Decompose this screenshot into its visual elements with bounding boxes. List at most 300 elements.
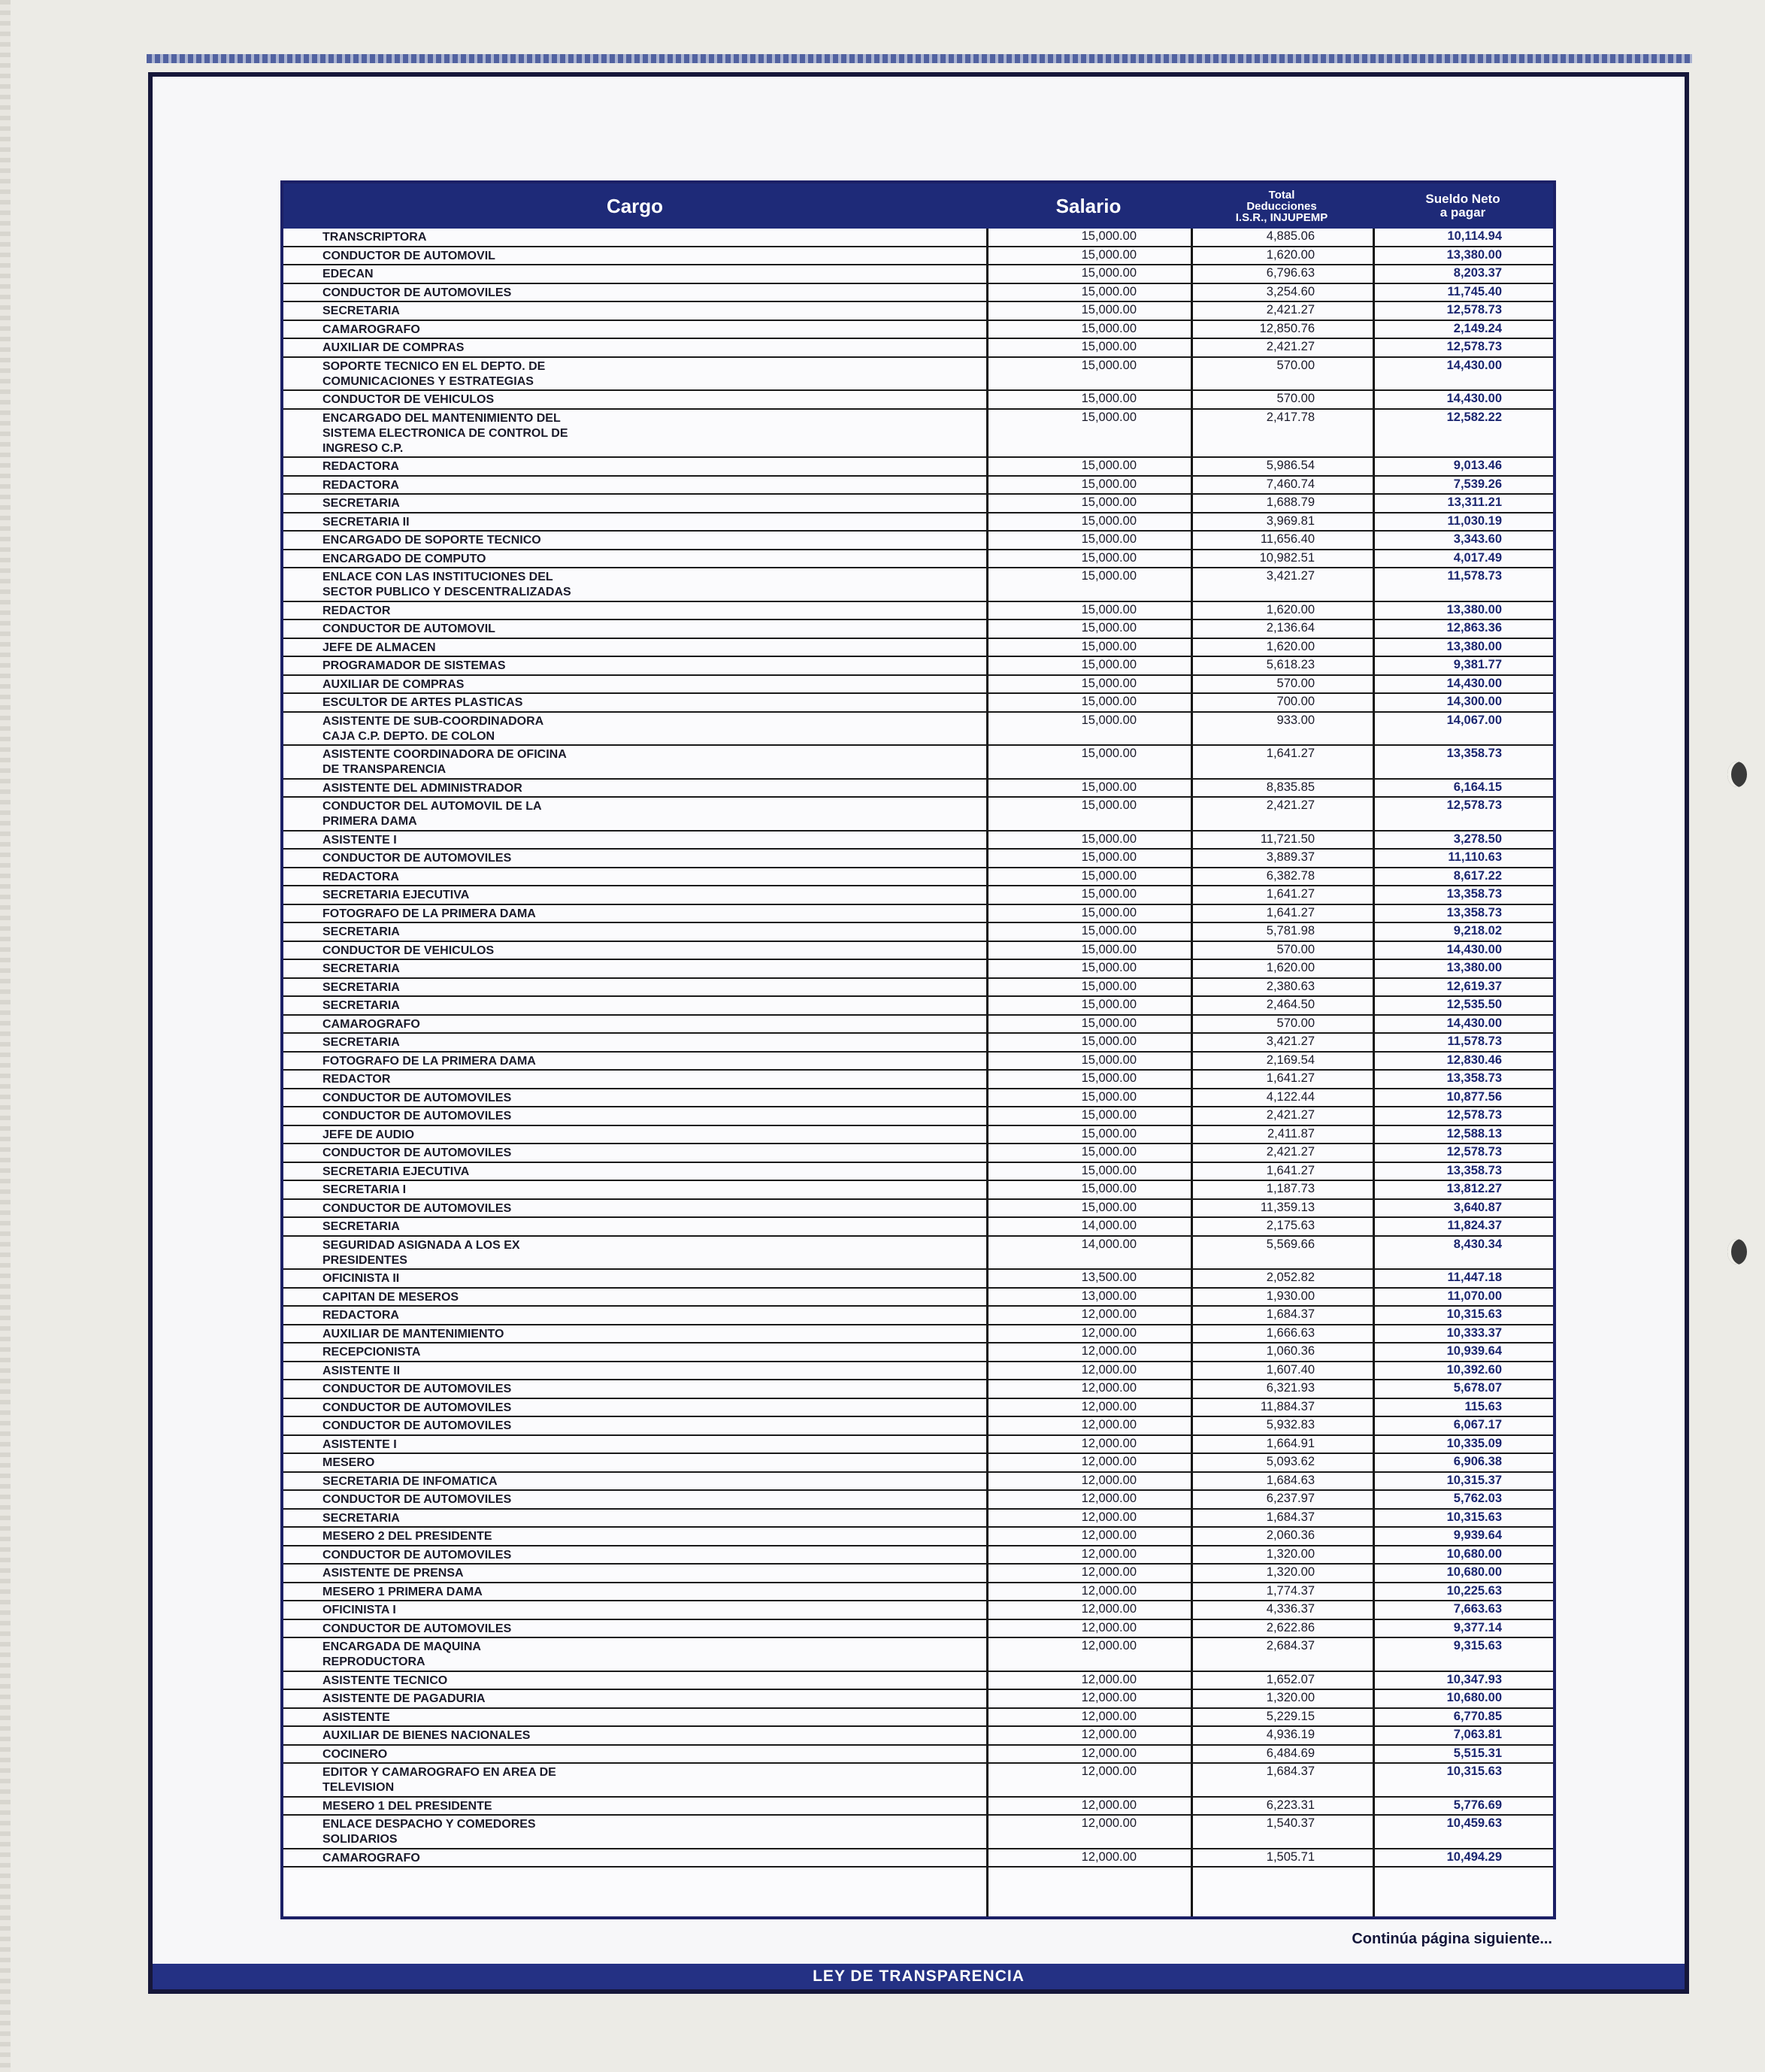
- cell-deducciones: 1,320.00: [1266, 1546, 1315, 1561]
- cell-salario: 15,000.00: [1081, 639, 1137, 653]
- table-row: [283, 676, 1553, 695]
- cell-cargo: [322, 1054, 849, 1069]
- cargo-line: CONDUCTOR DE AUTOMOVILES: [322, 1383, 512, 1395]
- cell-deducciones: 2,417.78: [1266, 410, 1315, 424]
- cell-cargo: [322, 286, 849, 301]
- cell-neto: 7,663.63: [1453, 1602, 1502, 1616]
- cell-salario: 15,000.00: [1081, 392, 1137, 405]
- cell-deducciones: 1,540.37: [1266, 1816, 1315, 1830]
- cell-cargo: [322, 888, 849, 903]
- cell-deducciones: 1,664.91: [1266, 1436, 1315, 1450]
- table-row: [283, 1107, 1553, 1126]
- table-row: [283, 495, 1553, 513]
- header-salario: Salario: [1055, 194, 1122, 217]
- cell-deducciones: 1,060.36: [1266, 1344, 1315, 1358]
- cargo-line: ASISTENTE COORDINADORA DE OFICINA: [322, 748, 567, 761]
- cell-cargo: [322, 1165, 849, 1180]
- cell-salario: 15,000.00: [1081, 1089, 1137, 1104]
- cell-cargo: [322, 392, 849, 407]
- table-row: [283, 798, 1553, 832]
- cargo-line: ENCARGADO DE COMPUTO: [322, 552, 486, 565]
- table-row: [283, 1237, 1553, 1271]
- cell-salario: 15,000.00: [1081, 798, 1137, 812]
- cell-deducciones: 2,060.36: [1266, 1528, 1315, 1542]
- cell-neto: 9,377.14: [1453, 1620, 1502, 1634]
- cargo-line: CONDUCTOR DE AUTOMOVILES: [322, 1401, 512, 1414]
- table-row: [283, 1565, 1553, 1583]
- cell-salario: 15,000.00: [1081, 266, 1137, 280]
- cargo-line: REDACTOR: [322, 604, 391, 617]
- cargo-line: COCINERO: [322, 1747, 388, 1761]
- cell-cargo: [322, 1437, 849, 1453]
- cargo-line: REPRODUCTORA: [322, 1655, 425, 1668]
- cell-cargo: [322, 1201, 849, 1216]
- cell-deducciones: 3,421.27: [1266, 569, 1315, 583]
- cargo-line: TRANSCRIPTORA: [322, 231, 427, 244]
- cell-cargo: [322, 1585, 849, 1600]
- punch-hole-top: [1727, 762, 1747, 787]
- cell-salario: 12,000.00: [1081, 1798, 1137, 1812]
- cell-salario: 12,000.00: [1081, 1473, 1137, 1487]
- cell-cargo: [322, 1674, 849, 1689]
- cell-neto: 14,430.00: [1446, 676, 1502, 690]
- cell-cargo: [322, 1566, 849, 1581]
- cell-cargo: [322, 1364, 849, 1379]
- cell-deducciones: 570.00: [1276, 942, 1315, 956]
- cell-neto: 10,335.09: [1446, 1436, 1502, 1450]
- table-row: [283, 602, 1553, 621]
- table-row: [283, 229, 1553, 247]
- cell-cargo: [322, 1492, 849, 1507]
- cell-deducciones: 1,320.00: [1266, 1691, 1315, 1704]
- cell-salario: 12,000.00: [1081, 1492, 1137, 1505]
- table-row: [283, 513, 1553, 532]
- cell-deducciones: 11,721.50: [1260, 832, 1315, 846]
- cell-neto: 9,218.02: [1453, 924, 1502, 938]
- cell-deducciones: 6,321.93: [1266, 1381, 1315, 1395]
- cell-neto: 10,939.64: [1446, 1344, 1502, 1358]
- cell-cargo: [322, 604, 849, 619]
- footer-bar: [153, 1964, 1685, 1989]
- cell-deducciones: 8,835.85: [1266, 780, 1315, 794]
- cell-deducciones: 1,774.37: [1266, 1583, 1315, 1598]
- cell-neto: 10,392.60: [1446, 1362, 1502, 1377]
- cell-cargo: [322, 1290, 849, 1305]
- cargo-line: SISTEMA ELECTRONICA DE CONTROL DE: [322, 426, 568, 440]
- table-row: [283, 780, 1553, 798]
- cell-neto: 13,380.00: [1446, 247, 1502, 262]
- cell-salario: 15,000.00: [1081, 550, 1137, 565]
- cell-deducciones: 570.00: [1276, 358, 1315, 372]
- cargo-line: SOLIDARIOS: [322, 1833, 398, 1846]
- cell-cargo: [322, 998, 849, 1013]
- table-row: [283, 620, 1553, 639]
- cell-deducciones: 5,093.62: [1266, 1455, 1315, 1468]
- cell-cargo: [322, 1640, 849, 1670]
- cell-neto: 5,515.31: [1453, 1746, 1502, 1760]
- cell-cargo: [322, 1183, 849, 1198]
- cell-deducciones: 1,620.00: [1266, 639, 1315, 653]
- cell-neto: 3,278.50: [1453, 832, 1502, 846]
- cell-deducciones: 570.00: [1276, 676, 1315, 690]
- cell-deducciones: 2,684.37: [1266, 1639, 1315, 1652]
- cargo-line: CONDUCTOR DE AUTOMOVILES: [322, 1419, 512, 1432]
- cell-deducciones: 2,421.27: [1266, 303, 1315, 317]
- table-row: [283, 832, 1553, 850]
- cell-deducciones: 1,684.37: [1266, 1307, 1315, 1321]
- cell-salario: 14,000.00: [1081, 1237, 1137, 1251]
- table-row: [283, 1380, 1553, 1399]
- cargo-line: AUXILIAR DE BIENES NACIONALES: [322, 1729, 531, 1742]
- cell-cargo: [322, 1128, 849, 1143]
- cargo-line: OFICINISTA II: [322, 1272, 400, 1285]
- table-row: [283, 1289, 1553, 1307]
- cargo-line: ENCARGADO DEL MANTENIMIENTO DEL: [322, 411, 561, 425]
- cell-salario: 12,000.00: [1081, 1381, 1137, 1395]
- cell-cargo: [322, 496, 849, 511]
- table-row: [283, 1528, 1553, 1546]
- cell-deducciones: 1,652.07: [1266, 1672, 1315, 1686]
- cell-salario: 15,000.00: [1081, 410, 1137, 424]
- cell-neto: 12,578.73: [1446, 340, 1502, 353]
- cell-neto: 6,067.17: [1453, 1418, 1502, 1431]
- table-row: [283, 997, 1553, 1016]
- cell-neto: 11,110.63: [1448, 850, 1502, 864]
- cell-salario: 14,000.00: [1081, 1219, 1137, 1232]
- cell-salario: 15,000.00: [1081, 979, 1137, 993]
- cell-neto: 13,812.27: [1446, 1182, 1502, 1195]
- cell-salario: 15,000.00: [1081, 621, 1137, 635]
- cell-neto: 10,114.94: [1447, 229, 1502, 243]
- cargo-line: FOTOGRAFO DE LA PRIMERA DAMA: [322, 907, 536, 920]
- cargo-line: CONDUCTOR DE VEHICULOS: [322, 944, 495, 957]
- cell-neto: 13,358.73: [1446, 905, 1502, 919]
- cell-neto: 8,617.22: [1453, 868, 1502, 883]
- cell-deducciones: 5,618.23: [1266, 658, 1315, 671]
- cargo-line: SECRETARIA DE INFOMATICA: [322, 1474, 498, 1488]
- cell-salario: 15,000.00: [1081, 850, 1137, 864]
- table-row: [283, 960, 1553, 979]
- cell-cargo: [322, 851, 849, 866]
- cell-cargo: [322, 907, 849, 922]
- top-border-strip: [147, 54, 1692, 63]
- cargo-line: ENLACE DESPACHO Y COMEDORES: [322, 1818, 536, 1831]
- cell-deducciones: 1,620.00: [1266, 602, 1315, 616]
- table-row: [283, 905, 1553, 924]
- cargo-line: COMUNICACIONES Y ESTRATEGIAS: [322, 374, 534, 388]
- cell-deducciones: 5,781.98: [1266, 924, 1315, 938]
- cell-salario: 12,000.00: [1081, 1639, 1137, 1652]
- table-row: [283, 1727, 1553, 1746]
- cell-deducciones: 4,885.06: [1266, 229, 1315, 243]
- table-row: [283, 1362, 1553, 1381]
- table-row: [283, 458, 1553, 477]
- cell-cargo: [322, 359, 849, 389]
- cell-neto: 14,430.00: [1446, 392, 1502, 405]
- cell-cargo: [322, 1035, 849, 1050]
- cell-cargo: [322, 1308, 849, 1323]
- cell-neto: 9,381.77: [1453, 658, 1502, 671]
- cell-deducciones: 6,796.63: [1266, 266, 1315, 280]
- table-row: [283, 1491, 1553, 1510]
- cell-cargo: [322, 1382, 849, 1397]
- table-row: [283, 1546, 1553, 1565]
- cargo-line: AUXILIAR DE COMPRAS: [322, 341, 465, 354]
- cell-neto: 10,315.63: [1446, 1765, 1502, 1778]
- cell-cargo: [322, 1548, 849, 1563]
- cell-neto: 10,494.29: [1446, 1849, 1502, 1864]
- cargo-line: PROGRAMADOR DE SISTEMAS: [322, 659, 506, 672]
- cargo-line: MESERO: [322, 1456, 375, 1469]
- cell-salario: 15,000.00: [1081, 1163, 1137, 1177]
- table-row: [283, 358, 1553, 392]
- cell-neto: 8,430.34: [1453, 1237, 1502, 1251]
- cargo-line: ASISTENTE TECNICO: [322, 1674, 448, 1687]
- cargo-line: CAPITAN DE MESEROS: [322, 1290, 459, 1304]
- cell-cargo: [322, 1271, 849, 1286]
- table-row: [283, 1218, 1553, 1237]
- cell-neto: 11,447.18: [1447, 1271, 1502, 1284]
- cell-cargo: [322, 980, 849, 995]
- cell-salario: 15,000.00: [1081, 1016, 1137, 1030]
- table-row: [283, 1089, 1553, 1108]
- cell-deducciones: 2,136.64: [1266, 621, 1315, 635]
- cell-salario: 15,000.00: [1081, 1126, 1137, 1141]
- cell-cargo: [322, 1456, 849, 1471]
- cell-neto: 11,578.73: [1447, 1034, 1502, 1048]
- cell-salario: 15,000.00: [1081, 942, 1137, 956]
- cell-neto: 12,535.50: [1446, 998, 1502, 1011]
- cell-neto: 12,578.73: [1446, 1108, 1502, 1122]
- cell-neto: 10,315.37: [1446, 1473, 1502, 1487]
- cell-salario: 12,000.00: [1081, 1399, 1137, 1413]
- header-sueldo-neto: [1373, 183, 1553, 229]
- table-row: [283, 868, 1553, 887]
- table-row: [283, 886, 1553, 905]
- cargo-line: SECRETARIA: [322, 962, 400, 975]
- continues-next-page: Continúa página siguiente...: [1352, 1931, 1552, 1947]
- cell-deducciones: 12,850.76: [1259, 321, 1315, 335]
- cell-deducciones: 6,382.78: [1266, 868, 1315, 883]
- cargo-line: CONDUCTOR DE AUTOMOVILES: [322, 286, 512, 299]
- cell-deducciones: 2,169.54: [1266, 1053, 1315, 1067]
- cell-neto: 14,430.00: [1446, 1016, 1502, 1030]
- cell-salario: 13,500.00: [1081, 1271, 1137, 1284]
- cargo-line: TELEVISION: [322, 1781, 395, 1794]
- cell-salario: 13,000.00: [1081, 1289, 1137, 1303]
- table-row: [283, 657, 1553, 676]
- cell-neto: 10,680.00: [1446, 1565, 1502, 1579]
- cell-neto: 10,225.63: [1446, 1583, 1502, 1598]
- cell-neto: 10,315.63: [1446, 1510, 1502, 1524]
- table-row: [283, 979, 1553, 998]
- cell-deducciones: 4,936.19: [1266, 1728, 1315, 1741]
- cell-cargo: [322, 1851, 849, 1866]
- cell-salario: 12,000.00: [1081, 1455, 1137, 1468]
- table-row: [283, 1181, 1553, 1200]
- table-row: [283, 284, 1553, 303]
- cell-salario: 12,000.00: [1081, 1691, 1137, 1704]
- table-row: [283, 532, 1553, 550]
- cell-cargo: [322, 249, 849, 264]
- cell-deducciones: 4,122.44: [1266, 1089, 1315, 1104]
- cell-cargo: [322, 1817, 849, 1847]
- cell-deducciones: 1,684.63: [1266, 1473, 1315, 1487]
- cell-cargo: [322, 799, 849, 829]
- cell-salario: 12,000.00: [1081, 1746, 1137, 1760]
- cell-salario: 15,000.00: [1081, 477, 1137, 491]
- cargo-line: FOTOGRAFO DE LA PRIMERA DAMA: [322, 1054, 536, 1068]
- table-row: [283, 1849, 1553, 1868]
- cell-salario: 15,000.00: [1081, 495, 1137, 509]
- cell-cargo: [322, 944, 849, 959]
- cell-neto: 12,582.22: [1446, 410, 1502, 424]
- table-row: [283, 713, 1553, 747]
- cell-salario: 15,000.00: [1081, 998, 1137, 1011]
- cell-cargo: [322, 267, 849, 282]
- cell-neto: 9,013.46: [1453, 459, 1502, 472]
- cell-deducciones: 11,656.40: [1260, 532, 1315, 546]
- cell-deducciones: 5,229.15: [1266, 1709, 1315, 1723]
- cargo-line: SECRETARIA: [322, 1220, 400, 1233]
- cell-deducciones: 2,052.82: [1266, 1271, 1315, 1284]
- cell-salario: 12,000.00: [1081, 1344, 1137, 1358]
- cell-deducciones: 10,982.51: [1259, 550, 1315, 565]
- header-neto-line-1: Sueldo Neto: [1425, 192, 1500, 206]
- table-row: [283, 1417, 1553, 1436]
- cargo-line: SECRETARIA EJECUTIVA: [322, 1165, 470, 1178]
- cell-deducciones: 1,641.27: [1266, 1071, 1315, 1085]
- cell-salario: 12,000.00: [1081, 1546, 1137, 1561]
- cell-neto: 10,347.93: [1446, 1672, 1502, 1686]
- cell-salario: 15,000.00: [1081, 1053, 1137, 1067]
- cell-cargo: [322, 925, 849, 940]
- cargo-line: REDACTOR: [322, 1073, 391, 1086]
- table-row: [283, 1816, 1553, 1849]
- cell-cargo: [322, 870, 849, 885]
- cell-salario: 15,000.00: [1081, 513, 1137, 528]
- cell-salario: 15,000.00: [1081, 747, 1137, 760]
- cell-deducciones: 1,688.79: [1266, 495, 1315, 509]
- cargo-line: ASISTENTE I: [322, 833, 397, 847]
- cell-neto: 6,164.15: [1453, 780, 1502, 794]
- cell-cargo: [322, 1747, 849, 1762]
- cell-deducciones: 700.00: [1276, 695, 1315, 708]
- cell-cargo: [322, 1765, 849, 1795]
- cargo-line: SECRETARIA: [322, 1036, 400, 1049]
- cell-cargo: [322, 459, 849, 474]
- cell-deducciones: 2,380.63: [1266, 979, 1315, 993]
- cell-salario: 15,000.00: [1081, 868, 1137, 883]
- cell-cargo: [322, 659, 849, 674]
- cell-deducciones: 3,421.27: [1266, 1034, 1315, 1048]
- cargo-line: ESCULTOR DE ARTES PLASTICAS: [322, 696, 523, 709]
- cell-neto: 2,149.24: [1453, 321, 1502, 335]
- cell-neto: 6,770.85: [1453, 1709, 1502, 1723]
- cell-cargo: [322, 1728, 849, 1743]
- table-row: [283, 321, 1553, 340]
- cell-cargo: [322, 1401, 849, 1416]
- cell-deducciones: 2,421.27: [1266, 798, 1315, 812]
- cell-cargo: [322, 833, 849, 848]
- cell-deducciones: 2,421.27: [1266, 1145, 1315, 1159]
- cell-neto: 13,380.00: [1446, 961, 1502, 974]
- cell-deducciones: 2,421.27: [1266, 1108, 1315, 1122]
- header-deducciones: [1191, 183, 1373, 229]
- table-row: [283, 1798, 1553, 1816]
- cell-deducciones: 1,641.27: [1266, 887, 1315, 901]
- cell-deducciones: 2,421.27: [1266, 340, 1315, 353]
- cargo-line: SECRETARIA: [322, 980, 400, 994]
- cell-cargo: [322, 1345, 849, 1360]
- cargo-line: REDACTORA: [322, 1309, 399, 1322]
- cell-salario: 15,000.00: [1081, 459, 1137, 472]
- cargo-line: RECEPCIONISTA: [322, 1346, 421, 1359]
- table-row: [283, 477, 1553, 495]
- table-row: [283, 639, 1553, 658]
- cell-cargo: [322, 1146, 849, 1161]
- cargo-line: SECRETARIA EJECUTIVA: [322, 889, 470, 901]
- cell-cargo: [322, 1799, 849, 1814]
- cell-neto: 7,539.26: [1453, 477, 1502, 491]
- cell-neto: 9,939.64: [1453, 1528, 1502, 1542]
- table-row: [283, 850, 1553, 868]
- table-row: [283, 265, 1553, 284]
- cell-neto: 12,578.73: [1446, 798, 1502, 812]
- table-row: [283, 1473, 1553, 1492]
- cargo-line: ASISTENTE DE PRENSA: [322, 1567, 464, 1580]
- cell-neto: 10,333.37: [1446, 1325, 1502, 1340]
- cell-deducciones: 3,969.81: [1266, 513, 1315, 528]
- table-row: [283, 1709, 1553, 1728]
- cell-salario: 12,000.00: [1081, 1510, 1137, 1524]
- cell-deducciones: 2,175.63: [1266, 1219, 1315, 1232]
- cell-deducciones: 1,684.37: [1266, 1510, 1315, 1524]
- cell-neto: 13,358.73: [1446, 1071, 1502, 1085]
- cargo-line: CONDUCTOR DE AUTOMOVILES: [322, 1548, 512, 1562]
- cell-neto: 5,762.03: [1453, 1492, 1502, 1505]
- cell-salario: 15,000.00: [1081, 713, 1137, 727]
- cell-salario: 12,000.00: [1081, 1672, 1137, 1686]
- cell-neto: 12,619.37: [1446, 979, 1502, 993]
- cargo-line: SECRETARIA II: [322, 515, 410, 529]
- cell-neto: 10,459.63: [1446, 1816, 1502, 1830]
- cell-neto: 14,067.00: [1446, 713, 1502, 727]
- cargo-line: ASISTENTE: [322, 1710, 390, 1724]
- cell-deducciones: 570.00: [1276, 392, 1315, 405]
- table-row: [283, 302, 1553, 321]
- cell-cargo: [322, 515, 849, 530]
- cargo-line: AUXILIAR DE COMPRAS: [322, 677, 465, 691]
- cell-deducciones: 2,411.87: [1267, 1126, 1315, 1141]
- table-row: [283, 550, 1553, 569]
- cell-deducciones: 6,223.31: [1266, 1798, 1315, 1812]
- cargo-line: CONDUCTOR DE AUTOMOVILES: [322, 1110, 512, 1122]
- table-row: [283, 1270, 1553, 1289]
- cell-salario: 15,000.00: [1081, 1034, 1137, 1048]
- cell-deducciones: 1,684.37: [1266, 1765, 1315, 1778]
- cell-neto: 14,430.00: [1446, 942, 1502, 956]
- cargo-line: PRIMERA DAMA: [322, 815, 417, 828]
- cell-neto: 10,680.00: [1446, 1691, 1502, 1704]
- cell-neto: 3,343.60: [1453, 532, 1502, 546]
- cell-cargo: [322, 1603, 849, 1618]
- cell-salario: 15,000.00: [1081, 340, 1137, 353]
- cell-salario: 15,000.00: [1081, 658, 1137, 671]
- cell-neto: 115.63: [1464, 1399, 1502, 1413]
- cell-cargo: [322, 781, 849, 796]
- cell-salario: 12,000.00: [1081, 1565, 1137, 1579]
